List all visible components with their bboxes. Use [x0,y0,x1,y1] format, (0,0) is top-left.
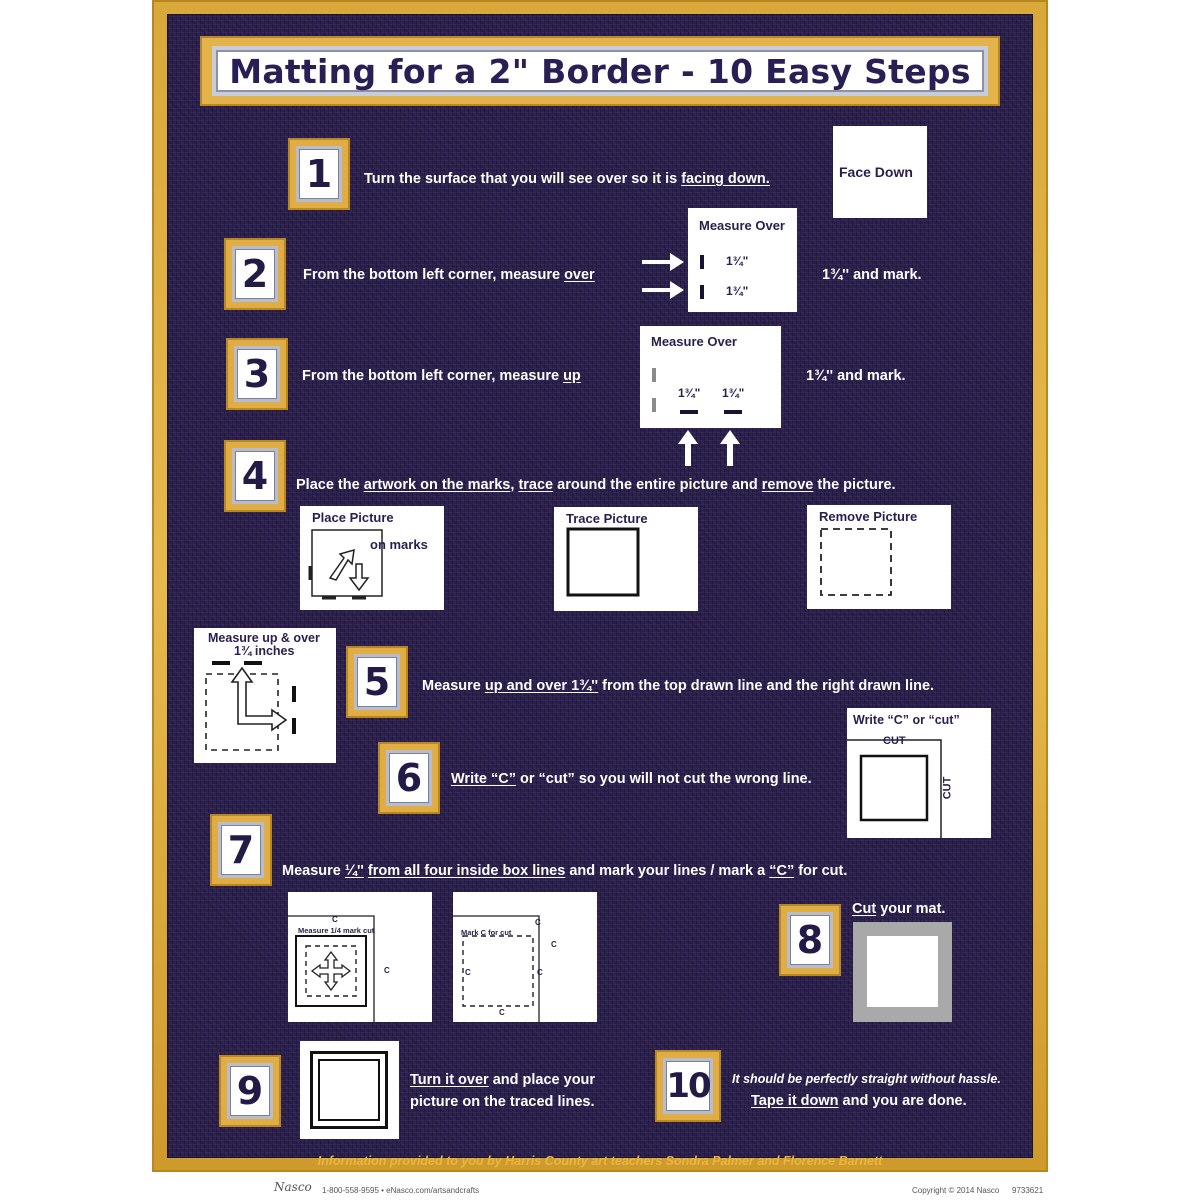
step-1-text: Turn the surface that you will see over so it is facing down. [364,171,770,187]
cut-mat-illustration [853,922,952,1022]
measure-quarter-label: Measure 1/4 mark cut [298,926,375,935]
step-7-number: 7 [218,822,264,878]
remove-picture-drawing [807,505,951,609]
mark-c-drawing [453,892,597,1022]
step-2-number-box [224,238,286,310]
step-10-italic-text: It should be perfectly straight without hassle. [732,1072,1001,1086]
step-10-text: Tape it down and you are done. [751,1093,967,1109]
measure-quarter-panel [288,892,432,1022]
measure-up-label: Measure Over [651,334,737,349]
remove-picture-label: Remove Picture [819,509,918,524]
step-4-number-box [224,440,286,512]
step-8-number-box [779,904,841,976]
measure-up-over-label-2: 1¾ inches [234,644,295,658]
contact-info: 1-800-558-9595 • eNasco.com/artsandcrafts [322,1186,480,1195]
measure-up-over-label: Measure up & over [208,631,320,645]
step-6-text: Write “C” or “cut” so you will not cut the wrong line. [451,771,812,787]
step-9-text-2: picture on the traced lines. [410,1094,595,1110]
cut-side-label: CUT [941,776,954,800]
measure-value-1: 1¾" [726,254,749,268]
step-2-arrows-icon [640,250,688,304]
step-3-trailing-text: 1¾'' and mark. [806,368,906,384]
up-dash-2 [724,410,742,414]
step-5-text: Measure up and over 1¾'' from the top drawn line and the right drawn line. [422,678,935,694]
up-mark-2 [652,398,656,412]
step-8-text: Cut your mat. [852,901,946,917]
step-6-number: 6 [386,750,432,806]
step-3-number: 3 [234,346,280,402]
step-9-number: 9 [227,1063,273,1119]
step-9-number-box [219,1055,281,1127]
step-2-number: 2 [232,246,278,302]
step-10-number-box [655,1050,721,1122]
over-mark-1 [700,255,704,269]
up-dash-1 [680,410,698,414]
step-8-number: 8 [787,912,833,968]
step-1-number-box [288,138,350,210]
step-1-number: 1 [296,146,342,202]
up-mark-1 [652,368,656,382]
step-9-text: Turn it over and place your [410,1072,596,1088]
remove-picture-panel [807,505,951,609]
credit-line: Information provided to you by Harris County art teachers Sondra Palmer and Florence Barnett [317,1154,883,1168]
measure-quarter-drawing [288,892,432,1022]
bottom-strip [152,1172,1048,1200]
measure-up-value-1: 1¾" [678,386,701,400]
turned-over-illustration [300,1041,399,1139]
title-banner [200,36,1000,106]
place-picture-panel [300,506,444,610]
step-7-text: Measure ¼'' from all four inside box lines and mark your lines / mark a “C” for cut. [282,863,848,879]
step-3-arrows-icon [676,430,746,468]
place-picture-label: Place Picture [312,510,394,525]
measure-value-2: 1¾" [726,284,749,298]
mark-c-label: Mark C for cut [461,928,512,937]
step-6-number-box [378,742,440,814]
cut-top-label: CUT [883,735,906,747]
mat-window [867,936,938,1007]
mark-c-2: C [551,940,557,949]
mark-c-panel [453,892,597,1022]
step-2-text: From the bottom left corner, measure over [303,267,595,283]
trace-picture-drawing [554,507,698,611]
place-picture-drawing [300,506,444,610]
step-5-number: 5 [354,654,400,710]
write-cut-panel [847,708,991,838]
inner-frame [318,1059,380,1121]
step-10-number: 10 [663,1058,713,1114]
over-mark-2 [700,285,704,299]
step-4-text: Place the artwork on the marks, trace around the entire picture and remove the picture. [296,477,896,493]
nasco-logo: Nasco [274,1180,312,1194]
step-3-number-box [226,338,288,410]
page-title: Matting for a 2" Border - 10 Easy Steps [229,51,971,91]
place-picture-label-2: on marks [370,537,428,552]
mark-c-4: C [537,968,543,977]
c-mark-top: C [332,915,338,924]
mark-c-5: C [499,1008,505,1017]
trace-picture-panel [554,507,698,611]
write-cut-drawing [847,708,991,838]
step-4-number: 4 [232,448,278,504]
measure-up-value-2: 1¾" [722,386,745,400]
trace-picture-label: Trace Picture [566,511,648,526]
c-mark-right: C [384,966,390,975]
write-cut-label: Write “C” or “cut” [853,713,960,727]
step-7-number-box [210,814,272,886]
mark-c-1: C [535,918,541,927]
product-code: 9733621 [1012,1186,1044,1195]
measure-up-panel [640,326,781,428]
face-down-label: Face Down [839,164,913,180]
step-2-trailing-text: 1¾'' and mark. [822,267,922,283]
title-plate [212,46,988,96]
face-down-panel [833,126,927,218]
step-5-number-box [346,646,408,718]
measure-over-panel [688,208,797,312]
mark-c-3: C [465,968,471,977]
step-3-text: From the bottom left corner, measure up [302,368,581,384]
measure-up-over-drawing [194,628,336,763]
measure-over-label: Measure Over [699,218,785,233]
copyright: Copyright © 2014 Nasco [912,1186,1000,1195]
measure-up-over-panel [194,628,336,763]
